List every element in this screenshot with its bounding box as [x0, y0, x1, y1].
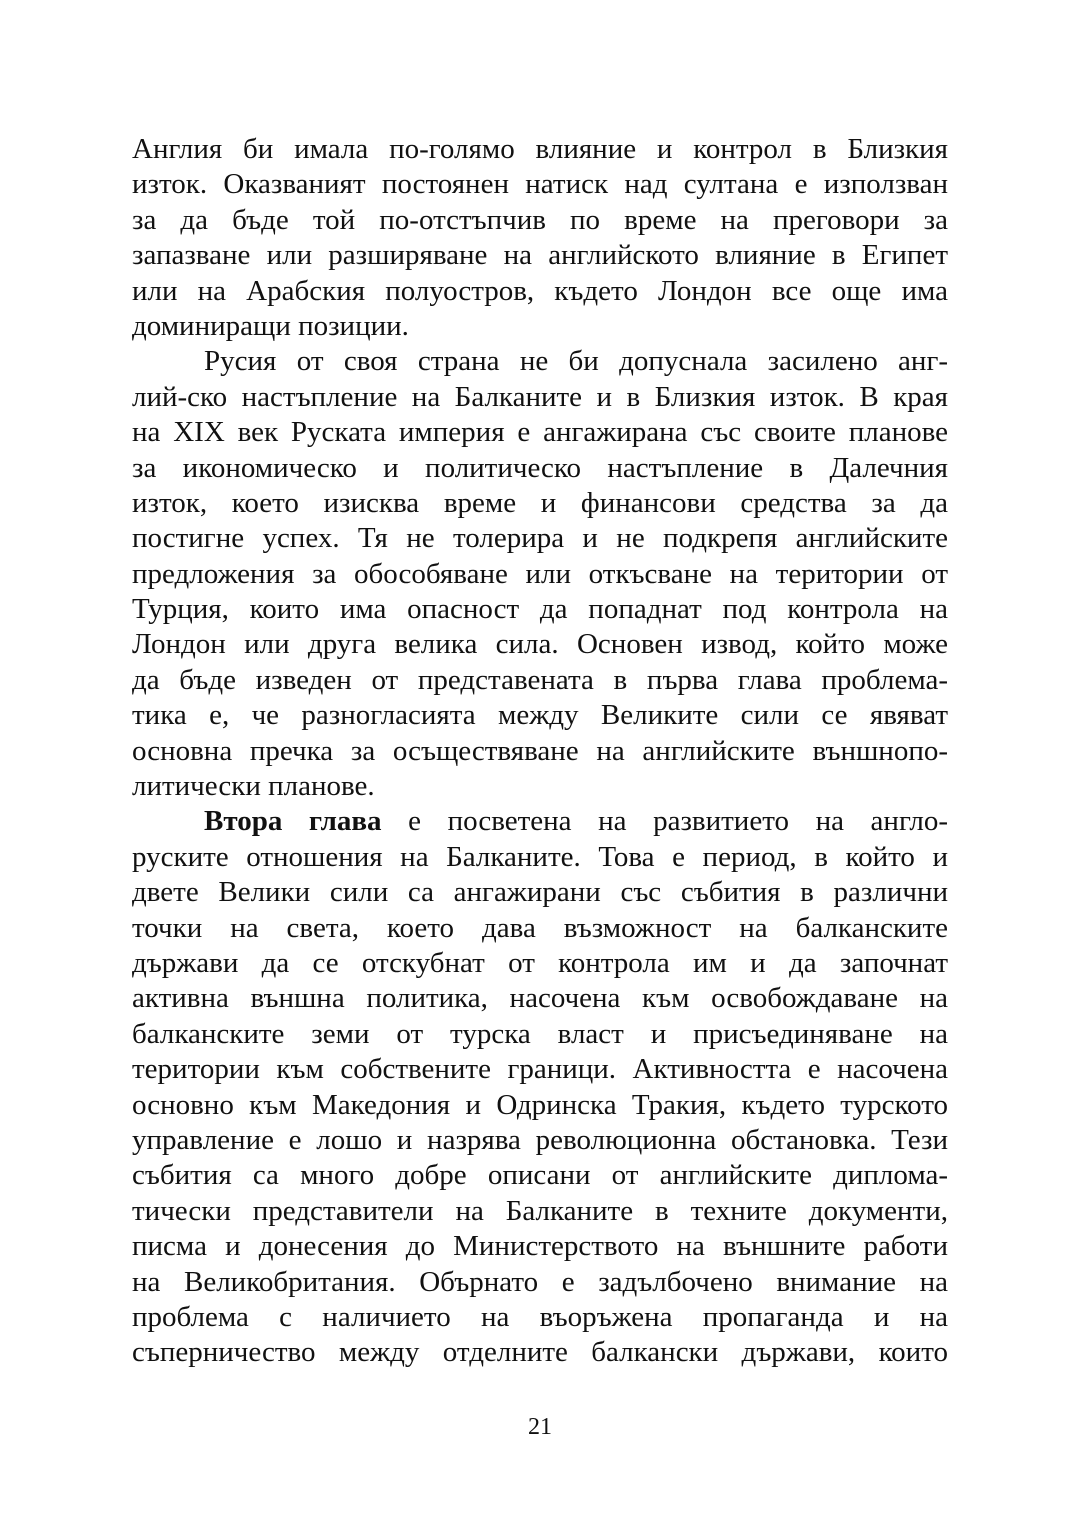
text-line: тически представители на Балканите в техните документи,: [132, 1194, 948, 1227]
text-line: Лондон или друга велика сила. Основен извод, който може: [132, 628, 948, 661]
text-line: двете Велики сили са ангажирани със събития в различни: [132, 876, 948, 909]
text-line: държави да се отскубнат от контрола им и да започнат: [132, 946, 948, 979]
text-line: Англия би имала по-голямо влияние и контрол в Близкия: [132, 133, 948, 165]
text-line-rest: е посветена на развитието на англо-: [381, 805, 948, 838]
text-line: изток. Оказваният постоянен натиск над султана е използван: [132, 168, 948, 201]
text-line: съперничество между отделните балкански държави, които: [132, 1336, 948, 1369]
text-line: основно към Македония и Одринска Тракия, където турското: [132, 1088, 948, 1121]
text-line: предложения за обособяване или откъсване на територии от: [132, 557, 948, 590]
page-number: 21: [528, 1414, 552, 1440]
text-line: да бъде изведен от представената в първа глава проблема-: [132, 663, 948, 696]
text-line: литически планове.: [132, 770, 375, 803]
paragraph: [132, 804, 948, 1370]
text-line: балканските земи от турска власт и присъединяване на: [132, 1017, 948, 1050]
text-line: Турция, които има опасност да попаднат под контрола на: [132, 593, 948, 626]
text-line: основна пречка за осъществяване на английските външнопо-: [132, 734, 948, 767]
text-line: за да бъде той по-отстъпчив по време на преговори за: [132, 203, 948, 236]
text-line: руските отношения на Балканите. Това е период, в който и: [132, 840, 948, 873]
text-line: за икономическо и политическо настъпление в Далечния: [132, 451, 948, 484]
text-line: на Великобритания. Обърнато е задълбочено внимание на: [132, 1265, 948, 1298]
text-line: лий-ско настъпление на Балканите и в Близкия изток. В края: [132, 380, 948, 413]
text-line: изток, което изисква време и финансови средства за да: [132, 486, 948, 519]
text-line: точки на света, което дава възможност на балканските: [132, 911, 948, 944]
text-line: територии към собствените граници. Активността е насочена: [132, 1053, 948, 1086]
text-line: Русия от своя страна не би допуснала засилено анг-: [204, 345, 948, 378]
text-line: на XIX век Руската империя е ангажирана със своите планове: [132, 416, 948, 449]
text-line: активна външна политика, насочена към освобождаване на: [132, 982, 948, 1015]
text-line: управление е лошо и назрява революционна обстановка. Тези: [132, 1123, 948, 1156]
paragraph: [132, 344, 948, 804]
text-line: постигне успех. Тя не толерира и не подкрепя английските: [132, 522, 948, 555]
text-line: доминиращи позиции.: [132, 309, 409, 342]
text-line: [132, 804, 948, 839]
text-line: или на Арабския полуостров, където Лондон все още има: [132, 274, 948, 307]
paragraph: [132, 132, 948, 344]
chapter-heading-inline: Втора глава: [204, 805, 382, 838]
text-line: събития са много добре описани от английските диплома-: [132, 1159, 948, 1192]
body-text: [132, 132, 948, 1371]
text-line: запазване или разширяване на английското влияние в Египет: [132, 239, 948, 272]
text-line: тика е, че разногласията между Великите сили се явяват: [132, 699, 948, 732]
text-line: писма и донесения до Министерството на външните работи: [132, 1230, 948, 1263]
text-line: проблема с наличието на въоръжена пропаганда и на: [132, 1300, 948, 1333]
